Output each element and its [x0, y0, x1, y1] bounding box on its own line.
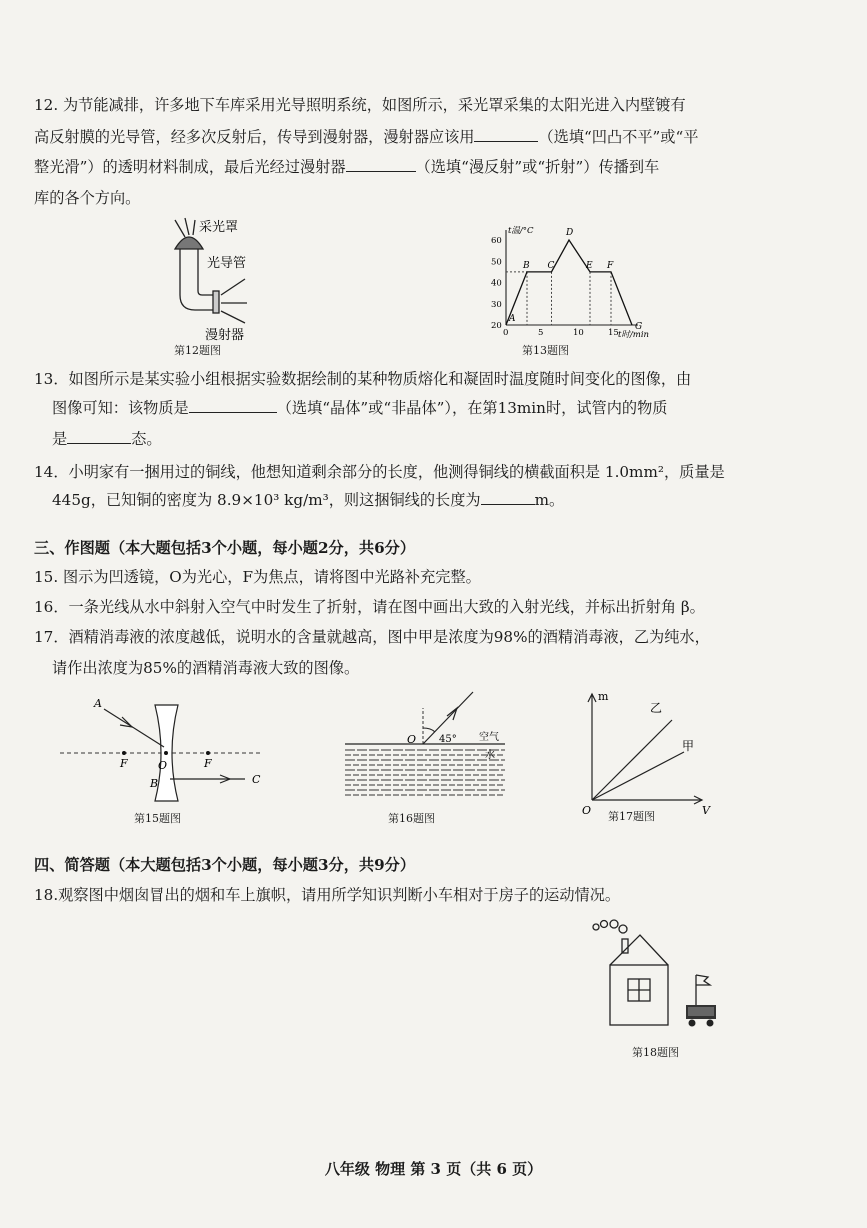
fig13-chart [488, 225, 668, 340]
section4-title: 四、简答题（本大题包括3个小题，每小题3分，共9分） [34, 856, 416, 874]
fig13-point-label: G [635, 322, 643, 332]
q17-line2: 请作出浓度为85%的酒精消毒液大致的图像。 [52, 659, 360, 677]
fig13-temperature-curve [506, 240, 632, 325]
q12-line2: 高反射膜的光导管，经多次反射后，传导到漫射器，漫射器应该用 （选填“凹凸不平”或“平 [34, 128, 699, 146]
fig13-xtick: 10 [573, 328, 584, 338]
fig15-focus-left: F [120, 757, 128, 770]
q12-blank2[interactable] [346, 157, 416, 172]
fig15-point-C: C [252, 773, 261, 786]
fig13-xtick: 0 [503, 328, 509, 338]
fig13-ytick: 20 [491, 321, 502, 331]
fig12-diffuser-label: 漫射器 [205, 328, 245, 343]
fig13-x-axis-label: t时/min [618, 330, 650, 340]
q15-text: 15. 图示为凹透镜，O为光心，F为焦点，请将图中光路补充完整。 [34, 568, 481, 586]
fig16-point-O: O [407, 733, 417, 746]
fig12-pipe-label: 光导管 [207, 256, 247, 271]
q18-text: 18.观察图中烟囱冒出的烟和车上旗帜，请用所学知识判断小车相对于房子的运动情况。 [34, 886, 621, 904]
q12-line3: 整光滑”）的透明材料制成，最后光经过漫射器 （选填“漫反射”或“折射”）传播到车 [34, 158, 660, 176]
fig13-point-label: A [509, 314, 516, 324]
fig16-caption: 第16题图 [388, 812, 435, 825]
q13-line3: 是 态。 [52, 430, 162, 448]
fig17-jia-label: 甲 [682, 739, 695, 753]
fig17-line-jia [592, 752, 684, 800]
fig13-point-label: E [586, 260, 593, 271]
fig12-caption: 第12题图 [174, 344, 221, 357]
q13-blank1[interactable] [189, 398, 277, 413]
fig15-caption: 第15题图 [134, 812, 181, 825]
fig13-caption: 第13题图 [522, 344, 569, 357]
fig13-point-label: F [607, 260, 614, 271]
fig18-caption: 第18题图 [632, 1046, 679, 1059]
fig15-concave-lens [60, 695, 270, 810]
fig17-caption: 第17题图 [608, 810, 655, 823]
q12-line1: 12. 为节能减排，许多地下车库采用光导照明系统，如图所示，采光罩采集的太阳光进入内壁镀有 [34, 96, 686, 114]
q17-line1: 17．酒精消毒液的浓度越低，说明水的含量就越高，图中甲是浓度为98%的酒精消毒液，乙为纯水， [34, 628, 710, 646]
fig15-focus-right: F [204, 757, 212, 770]
fig13-ytick: 60 [491, 236, 502, 246]
section3-title: 三、作图题（本大题包括3个小题，每小题2分，共6分） [34, 539, 416, 557]
fig18-house-car [588, 915, 738, 1035]
q16-text: 16．一条光线从水中斜射入空气中时发生了折射，请在图中画出大致的入射光线，并标出折射角 β。 [34, 598, 705, 616]
q13-blank2[interactable] [67, 429, 131, 444]
fig13-y-axis-label: t温/°C [508, 226, 534, 236]
q12-blank1[interactable] [474, 127, 538, 142]
fig16-water-label: 水 [485, 750, 495, 761]
q14-line2: 445g，已知铜的密度为 8.9×10³ kg/m³，则这捆铜线的长度为 m。 [52, 491, 565, 509]
q13-line1: 13．如图所示是某实验小组根据实验数据绘制的某种物质熔化和凝固时温度随时间变化的图像，由 [34, 370, 692, 388]
fig13-ytick: 30 [491, 299, 502, 310]
q14-line1: 14．小明家有一捆用过的铜线，他想知道剩余部分的长度，他测得铜线的横截面积是 1.0mm²，质量是 [34, 463, 725, 481]
fig12-light-pipe [165, 215, 295, 345]
q12-line4: 库的各个方向。 [34, 189, 141, 207]
fig15-point-O: O [158, 759, 168, 772]
fig13-xtick: 5 [538, 328, 544, 338]
fig15-point-B: B [150, 777, 159, 790]
fig16-refraction [345, 688, 515, 808]
fig13-point-label: B [523, 260, 530, 271]
fig17-yi-label: 乙 [650, 701, 663, 715]
fig13-point-label: D [566, 228, 574, 238]
fig13-ytick: 50 [491, 257, 502, 268]
fig13-point-label: C [547, 260, 555, 271]
page-footer: 八年级 物理 第 3 页（共 6 页） [324, 1160, 543, 1178]
fig15-point-A: A [94, 697, 102, 710]
q13-line2: 图像可知：该物质是 （选填“晶体”或“非晶体”），在第13min时，试管内的物质 [52, 399, 668, 417]
fig17-line-yi [592, 720, 672, 800]
fig16-air-label: 空气 [479, 732, 499, 743]
fig17-origin-label: O [582, 804, 592, 817]
fig13-ytick: 40 [491, 278, 502, 289]
fig17-mass-volume-graph [578, 690, 718, 820]
fig17-m-label: m [598, 690, 609, 703]
fig17-V-label: V [702, 804, 710, 817]
fig13-xtick: 15 [608, 328, 619, 338]
fig16-angle-label: 45° [439, 734, 457, 745]
fig12-cover-label: 采光罩 [199, 220, 239, 235]
q14-blank[interactable] [481, 490, 535, 505]
